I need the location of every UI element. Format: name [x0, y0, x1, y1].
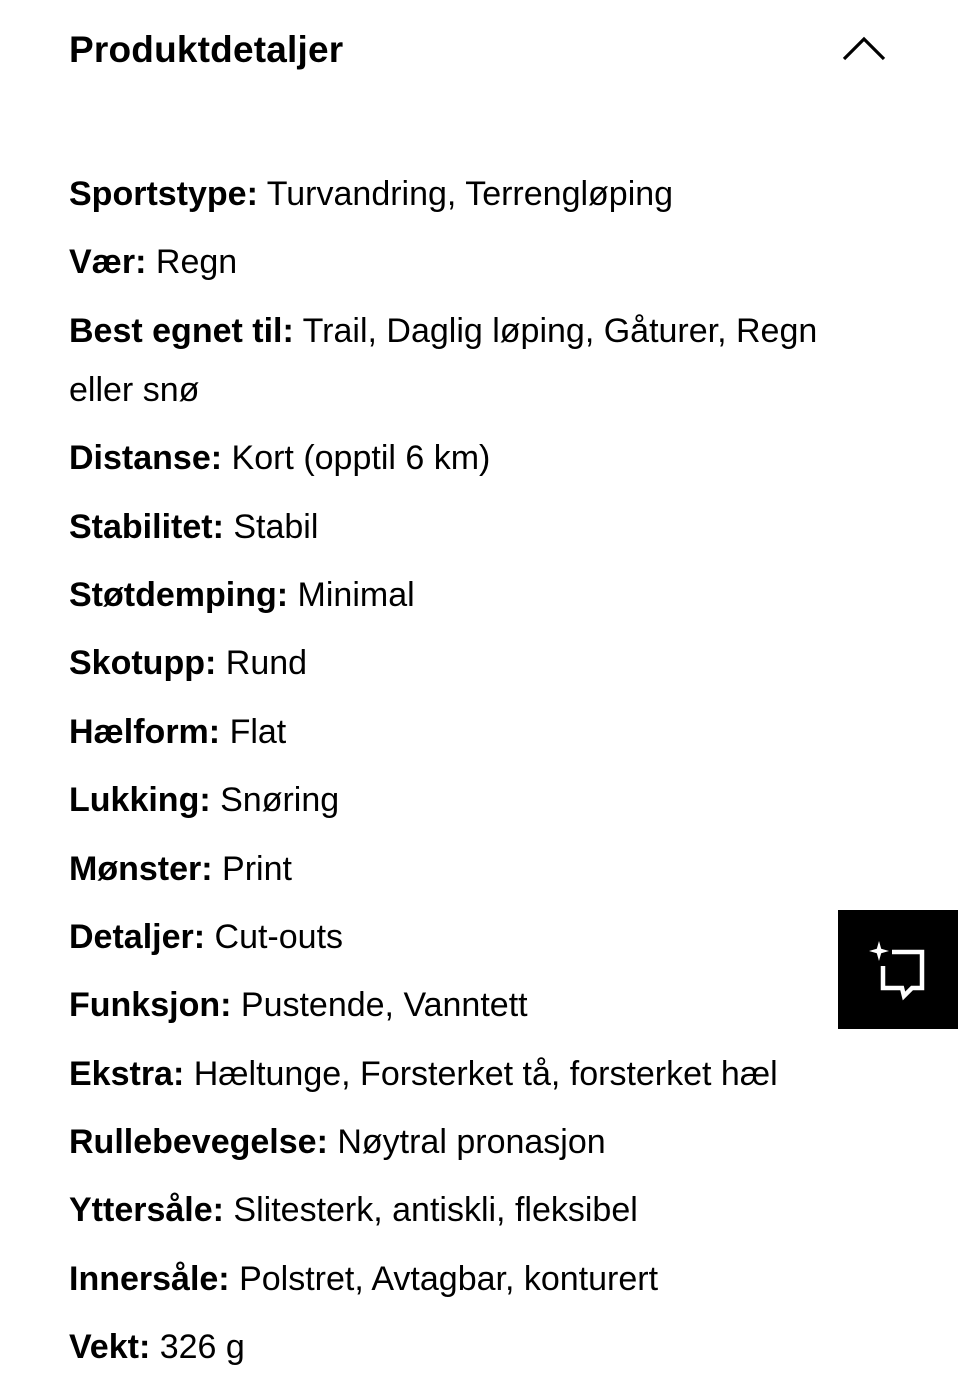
detail-value: Cut-outs — [214, 917, 344, 956]
detail-value: Slitesterk, antiskli, fleksibel — [233, 1191, 638, 1230]
detail-label: Detaljer: — [69, 917, 206, 956]
detail-label: Støtdemping: — [69, 575, 289, 614]
chevron-up-icon — [841, 33, 887, 63]
detail-label: Rullebevegelse: — [69, 1123, 328, 1162]
ai-assistant-button[interactable] — [838, 910, 958, 1029]
detail-row-vaer — [69, 233, 909, 292]
product-details-header[interactable] — [0, 0, 960, 110]
detail-label: Sportstype: — [69, 175, 258, 213]
section-title: Produktdetaljer — [69, 29, 344, 70]
detail-label: Stabilitet: — [69, 507, 224, 546]
detail-row-ekstra — [69, 1045, 909, 1104]
detail-row-distanse — [69, 429, 909, 488]
product-details-list — [69, 165, 909, 1387]
detail-label: Lukking: — [69, 781, 211, 820]
detail-value: Snøring — [220, 781, 340, 820]
detail-value: Print — [222, 849, 292, 888]
detail-value: Polstret, Avtagbar, konturert — [239, 1259, 659, 1298]
detail-label: Skotupp: — [69, 644, 217, 683]
detail-label: Ekstra: — [69, 1054, 185, 1093]
detail-value: Nøytral pronasjon — [337, 1123, 606, 1162]
detail-value: 326 g — [159, 1328, 245, 1367]
detail-label: Vær: — [69, 243, 147, 282]
detail-label: Vekt: — [69, 1328, 151, 1367]
detail-row-innersale — [69, 1250, 909, 1309]
detail-row-sportstype — [69, 165, 909, 224]
detail-label: Distanse: — [69, 439, 223, 478]
detail-value: Pustende, Vanntett — [240, 986, 528, 1025]
ai-sparkle-chat-icon — [866, 938, 930, 1002]
detail-row-funksjon — [69, 976, 909, 1035]
detail-row-vekt — [69, 1318, 909, 1377]
detail-value: Kort (opptil 6 km) — [231, 439, 491, 478]
detail-row-haelform — [69, 703, 909, 762]
detail-label: Best egnet til: — [69, 311, 294, 350]
detail-value: Stabil — [233, 507, 319, 546]
detail-value: Hæltunge, Forsterket tå, forsterket hæl — [193, 1054, 778, 1093]
detail-row-detaljer — [69, 908, 909, 967]
detail-value: Trail, Daglig løping, Gåturer, Regn eller snø — [69, 311, 818, 409]
detail-row-lukking — [69, 771, 909, 830]
detail-value: Minimal — [297, 575, 415, 614]
detail-row-yttersale — [69, 1181, 909, 1240]
detail-value: Flat — [229, 712, 287, 751]
detail-label: Hælform: — [69, 712, 221, 751]
detail-row-skotupp — [69, 634, 909, 693]
detail-label: Yttersåle: — [69, 1191, 224, 1230]
detail-label: Funksjon: — [69, 986, 232, 1025]
detail-value: Turvandring, Terrengløping — [266, 175, 674, 213]
detail-row-monster — [69, 840, 909, 899]
detail-value: Rund — [225, 644, 308, 683]
collapse-button[interactable] — [832, 20, 896, 76]
detail-label: Mønster: — [69, 849, 213, 888]
detail-row-stabilitet — [69, 498, 909, 557]
detail-row-rullebevegelse — [69, 1113, 909, 1172]
detail-value: Regn — [155, 243, 238, 282]
detail-label: Innersåle: — [69, 1259, 230, 1298]
detail-row-best-egnet — [69, 302, 829, 420]
detail-row-stotdemping — [69, 566, 909, 625]
